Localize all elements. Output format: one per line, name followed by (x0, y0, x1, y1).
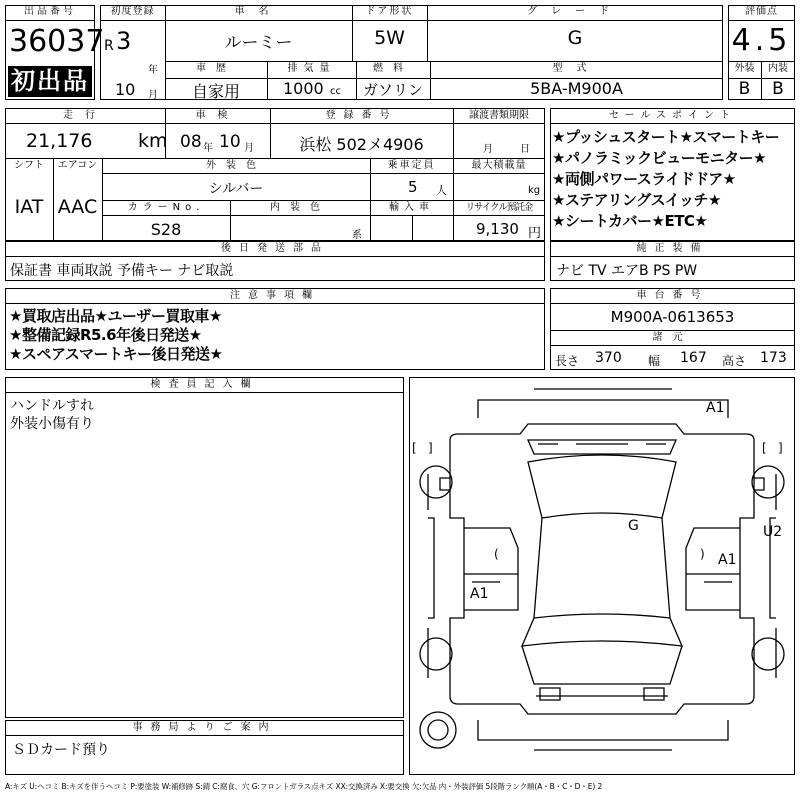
inspection-label: 車検 (195, 110, 240, 121)
car-diagram (409, 377, 795, 775)
color-no-label: カラーNo. (127, 202, 205, 213)
length-value: 370 (595, 350, 622, 366)
mark-left-door: A1 (470, 586, 489, 602)
dims-label: 諸元 (652, 332, 693, 343)
mileage-label: 走行 (63, 110, 107, 121)
sales-point-item: ★パノラミックビューモニター★ (552, 149, 767, 167)
shift-label: シフト (14, 160, 44, 171)
fuel-label: 燃料 (373, 63, 413, 74)
sales-points-label: セールスポイント (608, 110, 737, 121)
width-label: 幅 (648, 354, 661, 368)
inspector-label: 検査員記入欄 (150, 379, 259, 390)
length-label: 長さ (555, 354, 580, 368)
mark-right-door: A1 (718, 552, 737, 568)
displacement-value: 1000 (283, 79, 324, 98)
import-label: 輸入車 (389, 202, 434, 213)
svg-text:]: ] (778, 441, 783, 455)
inspector-line: ハンドルすれ (10, 398, 94, 414)
int-color-unit: 系 (352, 230, 362, 241)
equipment-text: ナビ TV エアB PS PW (556, 263, 698, 279)
height-value: 173 (760, 350, 787, 366)
notes-list (9, 307, 223, 364)
score-value: 4.5 (731, 23, 792, 58)
later-parts-label: 後日発送部品 (221, 243, 329, 254)
legend-text: A:キズ U:ヘコミ B:キズを伴うヘコミ P:要塗装 W:補修跡 S:錆 C:腐食、穴 G:フロントガラス点キズ XX:交換済み X:要交換 欠:欠品 内・外装評価 5段階ランク順(A・B・C・D・E) 2 (5, 782, 603, 791)
history-value: 自家用 (191, 82, 240, 101)
lot-label: 出品番号 (24, 6, 76, 17)
inspection-month-unit: 月 (244, 143, 254, 154)
svg-text:[: [ (412, 441, 417, 455)
equipment-label: 純正装備 (636, 243, 709, 254)
wheels (420, 466, 784, 748)
ext-color-label: 外装色 (206, 160, 266, 171)
car-name: ルーミー (224, 33, 293, 53)
int-label: 内装 (768, 63, 788, 74)
sales-points-list (552, 127, 795, 232)
displacement-unit: cc (330, 86, 341, 97)
ext-grade: B (738, 79, 751, 99)
ext-color-value: シルバー (208, 181, 264, 197)
note-item: ★整備記録R5.6年後日発送★ (9, 326, 202, 344)
grade-value: G (567, 27, 583, 49)
car-outline-drawing (410, 378, 794, 774)
recycle-value: 9,130 (476, 220, 519, 238)
int-grade: B (772, 79, 784, 99)
plate-value: 浜松 502メ4906 (299, 135, 424, 154)
recycle-label: リサイクル預託金 (465, 202, 533, 213)
mark-center: G (628, 518, 639, 534)
mark-front: A1 (706, 400, 725, 416)
sales-point-item: ★ステアリングスイッチ★ (552, 191, 721, 209)
reg-month: 10 (115, 80, 136, 99)
width-value: 167 (680, 350, 707, 366)
recycle-unit: 円 (528, 226, 542, 241)
notes-label: 注意事項欄 (230, 290, 320, 301)
first-listing-text: 初出品 (11, 67, 89, 95)
first-listing-badge (8, 66, 92, 97)
lot-number: 36037 (9, 24, 105, 59)
sales-point-item: ★プッシュスタート★スマートキー (552, 128, 780, 146)
int-color-label: 内装色 (270, 202, 330, 213)
inspection-year-unit: 年 (203, 143, 213, 154)
model-label: 型式 (552, 63, 601, 74)
ac-value: AAC (57, 196, 98, 218)
note-item: ★買取店出品★ユーザー買取車★ (9, 307, 222, 325)
mileage-unit: km (138, 130, 168, 152)
chassis-label: 車台番号 (636, 290, 709, 301)
svg-text:(: ( (494, 547, 499, 561)
load-unit: kg (528, 185, 541, 196)
reg-year-unit: 年 (148, 65, 158, 76)
svg-text:): ) (700, 547, 705, 561)
history-label: 車歴 (196, 63, 236, 74)
later-parts-text: 保証書 車両取説 予備キー ナビ取説 (10, 263, 234, 279)
office-label: 事務局よりご案内 (132, 722, 277, 733)
sales-point-item: ★両側パワースライドドア★ (552, 170, 736, 188)
transfer-label: 譲渡書類期限 (469, 110, 529, 121)
era: R (104, 38, 114, 54)
door-label: ドア形状 (365, 6, 414, 17)
capacity-label: 乗車定員 (387, 160, 436, 171)
transfer-month-unit: 月 (483, 144, 493, 155)
capacity-unit: 人 (436, 184, 447, 197)
svg-text:[: [ (762, 441, 767, 455)
score-label: 評価点 (745, 6, 778, 17)
first-reg-label: 初度登録 (110, 6, 155, 17)
specs-grid (5, 108, 545, 241)
chassis-number: M900A-0613653 (610, 308, 735, 326)
inspector-line: 外装小傷有り (10, 416, 94, 432)
note-item: ★スペアスマートキー後日発送★ (9, 345, 223, 363)
capacity-value: 5 (408, 178, 418, 196)
fuel-value: ガソリン (362, 81, 423, 99)
reg-month-unit: 月 (148, 90, 158, 101)
displacement-label: 排気量 (287, 63, 336, 74)
height-label: 高さ (722, 354, 747, 368)
grade-label: グレード (527, 6, 623, 17)
color-no-value: S28 (150, 220, 182, 239)
car-name-label: 車名 (234, 6, 283, 17)
sales-point-item: ★シートカバー★ETC★ (552, 212, 708, 230)
inspection-month: 10 (219, 132, 241, 152)
ac-label: エアコン (57, 160, 98, 171)
model-value: 5BA-M900A (530, 79, 623, 98)
load-label: 最大積載量 (471, 160, 527, 171)
office-text: ＳＤカード預り (12, 742, 110, 758)
mileage-value: 21,176 (26, 130, 93, 152)
shift-value: IAT (14, 196, 44, 218)
transfer-day-unit: 日 (520, 144, 530, 155)
svg-text:]: ] (428, 441, 433, 455)
door-value: 5W (374, 27, 405, 49)
inspection-year: 08 (180, 132, 202, 152)
reg-year: 3 (116, 27, 132, 55)
mark-right-side: U2 (763, 524, 783, 540)
plate-label: 登録番号 (325, 110, 398, 121)
ext-label: 外装 (734, 63, 755, 74)
